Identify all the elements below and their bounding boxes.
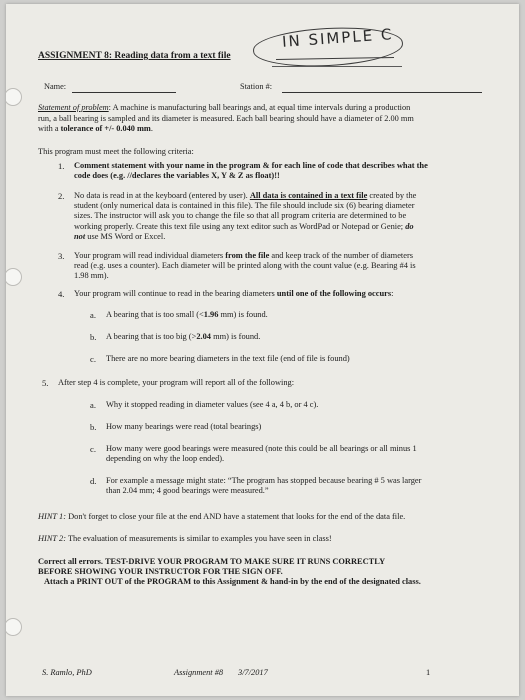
statement-text: : A machine is manufacturing ball bearings and, at equal time intervals during a production (108, 103, 411, 112)
footer-date: 3/7/2017 (238, 668, 268, 677)
item-number: 1. (58, 161, 65, 171)
document-page (6, 4, 519, 696)
header-rule (272, 66, 402, 67)
name-blank-line (72, 92, 176, 93)
criterion-1: Comment statement with your name in the program & for each line of code that describes what the code does (e.g. //declares the variables X, Y & Z as float)!! (74, 161, 428, 181)
hint-1: HINT 1: Don't forget to close your file at the end AND have a statement that looks for the end of the data file. (38, 512, 406, 521)
criteria-intro: This program must meet the following criteria: (38, 147, 194, 156)
criterion-5a: Why it stopped reading in diameter values (see 4 a, 4 b, or 4 c). (106, 400, 319, 409)
page-number: 1 (426, 668, 431, 677)
problem-statement (38, 103, 508, 135)
criterion-4: Your program will continue to read in the bearing diameters until one of the following occurs: (74, 289, 394, 298)
criterion-4a: A bearing that is too small (<1.96 mm) is found. (106, 310, 268, 319)
criterion-3: Your program will read individual diameters from the file and keep track of the number of diameters read (e.g. uses a counter). Each diameter will be printed along with the count value (e.g. Bearing #4 is 1.98 mm). (74, 251, 416, 281)
punch-hole (6, 88, 22, 106)
criterion-4b: A bearing that is too big (>2.04 mm) is found. (106, 332, 261, 341)
item-number: 5. (42, 378, 49, 388)
criterion-4c: There are no more bearing diameters in the text file (end of file is found) (106, 354, 350, 363)
sub-item-letter: a. (90, 400, 96, 410)
punch-hole (6, 618, 22, 636)
closing-instructions: Correct all errors. TEST-DRIVE YOUR PROGRAM TO MAKE SURE IT RUNS CORRECTLY BEFORE SHOWING YOUR INSTRUCTOR FOR THE SIGN OFF. Attach a PRINT OUT of the PROGRAM to this Assignment & hand-in by the end of the designated class. (38, 557, 421, 587)
sub-item-letter: c. (90, 444, 96, 454)
station-blank-line (282, 92, 482, 93)
item-number: 3. (58, 251, 65, 261)
station-label: Station #: (240, 82, 273, 91)
item-number: 2. (58, 191, 65, 201)
item-number: 4. (58, 289, 65, 299)
criterion-5: After step 4 is complete, your program will report all of the following: (58, 378, 295, 387)
name-label: Name: (44, 82, 67, 91)
criterion-5b: How many bearings were read (total bearings) (106, 422, 262, 431)
criterion-5c: How many were good bearings were measured (note this could be all bearings or all minus 1 depending on why the loop ended). (106, 444, 417, 464)
punch-hole (6, 268, 22, 286)
sub-item-letter: b. (90, 422, 97, 432)
assignment-title: ASSIGNMENT 8: Reading data from a text file (38, 51, 231, 61)
handwritten-note: IN SIMPLE C (281, 25, 394, 51)
sub-item-letter: b. (90, 332, 97, 342)
criterion-5d: For example a message might state: “The program has stopped because bearing # 5 was larger than 2.04 mm; 4 good bearings were measured.” (106, 476, 422, 496)
tolerance-text: tolerance of +/- 0.040 mm (60, 124, 151, 133)
sub-item-letter: c. (90, 354, 96, 364)
statement-text: . (150, 124, 153, 133)
hint-2: HINT 2: The evaluation of measurements is similar to examples you have seen in class! (38, 534, 332, 543)
footer-author: S. Ramlo, PhD (42, 668, 92, 677)
statement-text: run, a ball bearing is sampled and its diameter is measured. Each ball bearing should have a diameter of 2.00 mm (38, 113, 414, 123)
criterion-2: No data is read in at the keyboard (entered by user). All data is contained in a text file created by the student (only numerical data is contained in this file). The file should include six (6) bearing diameter sizes. The instructor will ask you to change the file so that all program criteria are determined to be working properly. Create this text file using any text editor such as WordPad or Notepad or Genie; do not use MS Word or Excel. (74, 191, 417, 241)
footer-assignment: Assignment #8 (174, 668, 224, 677)
statement-text: with a (38, 124, 61, 133)
statement-label: Statement of problem (38, 103, 109, 112)
sub-item-letter: a. (90, 310, 96, 320)
sub-item-letter: d. (90, 476, 97, 486)
